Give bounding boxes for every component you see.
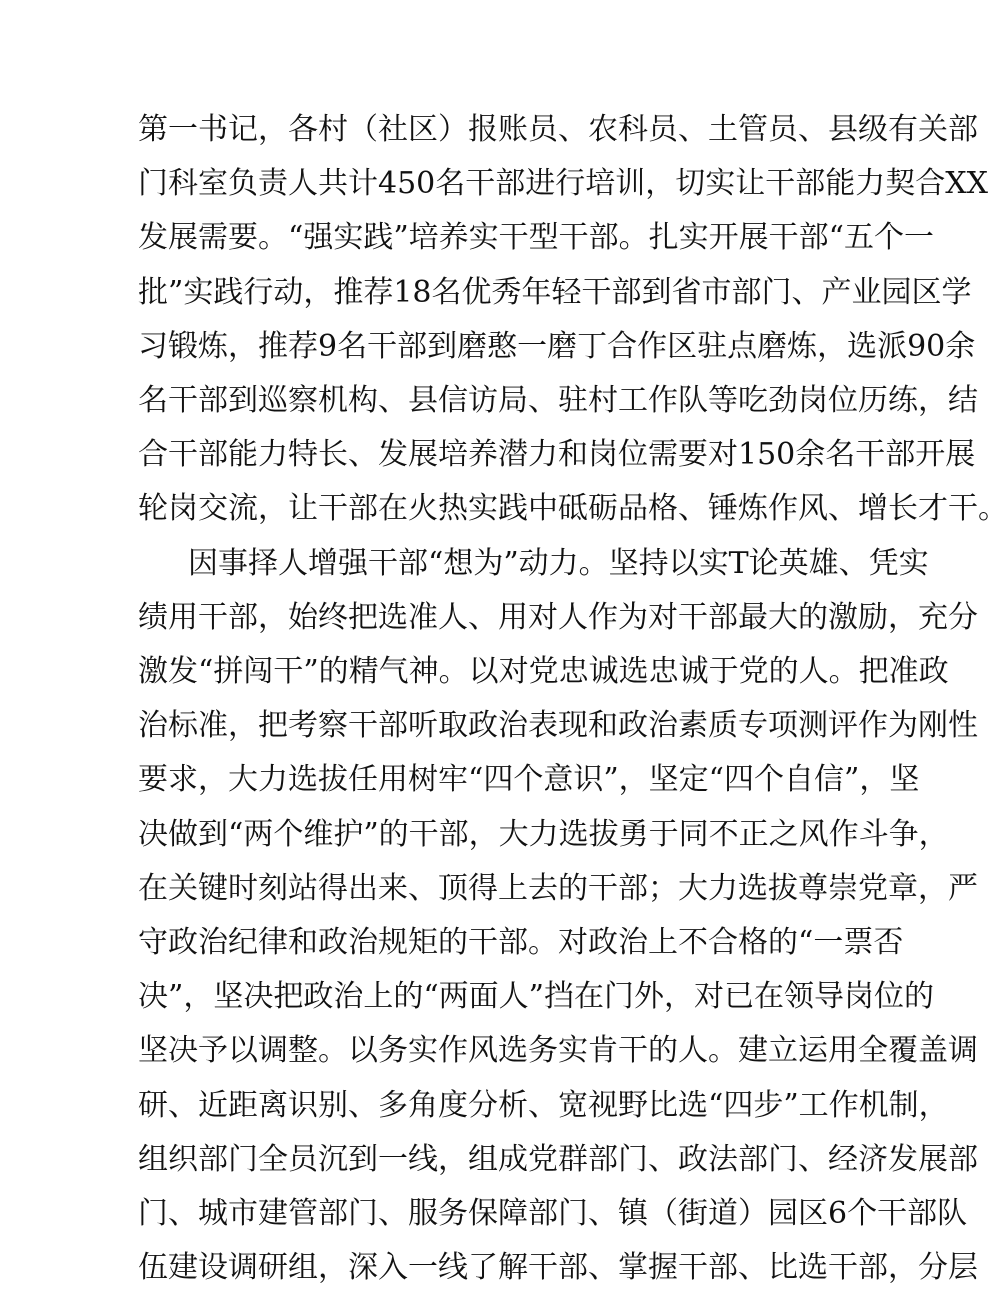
text-line: 伍建设调研组，深入一线了解干部、掌握干部、比选干部，分层 bbox=[138, 1250, 978, 1285]
paragraph-first-line: 因事择人增强干部“想为”动力。坚持以实T论英雄、凭实 bbox=[188, 546, 929, 581]
text-line: 批”实践行动，推荐18名优秀年轻干部到省市部门、产业园区学 bbox=[138, 275, 972, 310]
text-line: 习锻炼，推荐9名干部到磨憨一磨丁合作区驻点磨炼，选派90余 bbox=[138, 329, 976, 364]
text-line: 门科室负责人共计450名干部进行培训，切实让干部能力契合XX bbox=[138, 166, 988, 201]
text-line: 要求，大力选拔任用树牢“四个意识”，坚定“四个自信”，坚 bbox=[138, 762, 920, 797]
text-line: 绩用干部，始终把选准人、用对人作为对干部最大的激励，充分 bbox=[138, 600, 978, 635]
text-line: 决做到“两个维护”的干部，大力选拔勇于同不正之风作斗争， bbox=[138, 817, 949, 852]
text-line: 坚决予以调整。以务实作风选务实肯干的人。建立运用全覆盖调 bbox=[138, 1033, 978, 1068]
text-line: 激发“拼闯干”的精气神。以对党忠诚选忠诚于党的人。把准政 bbox=[138, 654, 949, 689]
text-line: 名干部到巡察机构、县信访局、驻村工作队等吃劲岗位历练，结 bbox=[138, 383, 978, 418]
text-line: 守政治纪律和政治规矩的干部。对政治上不合格的“一票否 bbox=[138, 925, 904, 960]
text-line: 治标准，把考察干部听取政治表现和政治素质专项测评作为刚性 bbox=[138, 708, 978, 743]
text-line: 研、近距离识别、多角度分析、宽视野比选“四步”工作机制， bbox=[138, 1088, 949, 1123]
text-line: 轮岗交流，让干部在火热实践中砥砺品格、锤炼作风、增长才干。 bbox=[138, 491, 1008, 526]
text-line: 在关键时刻站得出来、顶得上去的干部；大力选拔尊崇党章，严 bbox=[138, 871, 978, 906]
text-line: 决”，坚决把政治上的“两面人”挡在门外，对已在领导岗位的 bbox=[138, 979, 935, 1014]
text-line: 发展需要。“强实践”培养实干型干部。扎实开展干部“五个一 bbox=[138, 220, 935, 255]
text-line: 门、城市建管部门、服务保障部门、镇（街道）园区6个干部队 bbox=[138, 1196, 968, 1231]
text-line: 第一书记，各村（社区）报账员、农科员、土管员、县级有关部 bbox=[138, 112, 978, 147]
text-line: 合干部能力特长、发展培养潜力和岗位需要对150余名干部开展 bbox=[138, 437, 976, 472]
text-line: 组织部门全员沉到一线，组成党群部门、政法部门、经济发展部 bbox=[138, 1142, 978, 1177]
